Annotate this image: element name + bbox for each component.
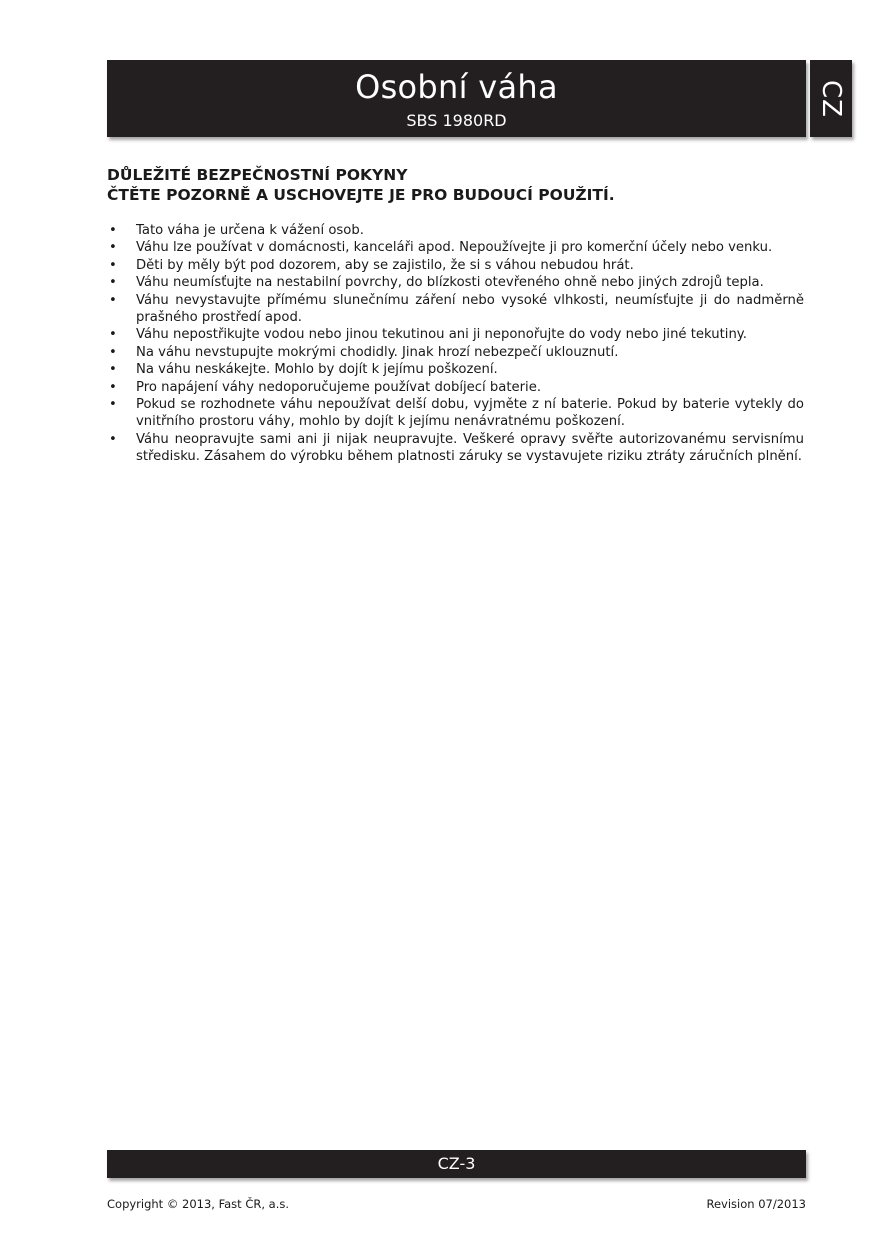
safety-heading (107, 165, 807, 205)
bullet-marker: • (109, 431, 117, 447)
list-item-text: Pokud se rozhodnete váhu nepoužívat delší dobu, vyjměte z ní baterie. Pokud by baterie vytekly do vnitřního prostoru váhy, mohlo by dojít k jejímu nenávratnému poškození. (136, 397, 804, 430)
list-item (107, 292, 804, 327)
safety-instructions-list (107, 222, 804, 466)
list-item-text: Tato váha je určena k vážení osob. (136, 223, 364, 238)
language-tab-label: CZ (816, 79, 846, 118)
page-number: CZ-3 (437, 1154, 476, 1173)
list-item (107, 239, 804, 256)
list-item (107, 326, 804, 343)
bullet-marker: • (109, 240, 117, 256)
list-item-text: Váhu nevystavujte přímému slunečnímu záření nebo vysoké vlhkosti, neumísťujte ji do nadměrně prašného prostředí apod. (136, 292, 804, 326)
list-item (107, 396, 804, 431)
list-item (107, 257, 804, 274)
revision-label: Revision 07/2013 (706, 1197, 806, 1211)
list-item (107, 379, 804, 396)
copyright-notice: Copyright © 2013, Fast ČR, a.s. (107, 1197, 290, 1211)
header-bar (107, 60, 806, 137)
footer-bar (107, 1150, 806, 1178)
list-item (107, 222, 804, 239)
list-item-text: Děti by měly být pod dozorem, aby se zajistilo, že si s váhou nebudou hrát. (136, 257, 634, 273)
safety-heading-line1: DŮLEŽITÉ BEZPEČNOSTNÍ POKYNY (107, 166, 408, 184)
bullet-marker: • (109, 397, 117, 413)
list-item-text: Váhu lze používat v domácnosti, kanceláři apod. Nepoužívejte ji pro komerční účely nebo venku. (136, 240, 773, 256)
bullet-marker: • (109, 362, 117, 378)
list-item-text: Na váhu nevstupujte mokrými chodidly. Jinak hrozí nebezpečí uklouznutí. (136, 344, 619, 360)
list-item-text: Váhu nepostřikujte vodou nebo jinou tekutinou ani ji neponořujte do vody nebo jiné tekutiny. (136, 327, 747, 343)
bullet-marker: • (109, 327, 117, 343)
bullet-marker: • (109, 223, 117, 238)
list-item-text: Na váhu neskákejte. Mohlo by dojít k jejímu poškození. (136, 362, 498, 378)
bullet-marker: • (109, 292, 117, 308)
page-title: Osobní váha (355, 68, 558, 106)
list-item (107, 361, 804, 378)
list-item-text: Váhu neumísťujte na nestabilní povrchy, do blízkosti otevřeného ohně nebo jiných zdrojů tepla. (136, 275, 764, 291)
list-item-text: Pro napájení váhy nedoporučujeme používat dobíjecí baterie. (136, 379, 542, 395)
safety-heading-line2: ČTĚTE POZORNĚ A USCHOVEJTE JE PRO BUDOUCÍ POUŽITÍ. (107, 186, 615, 204)
bullet-marker: • (109, 257, 117, 273)
model-number: SBS 1980RD (406, 111, 507, 130)
bullet-marker: • (109, 379, 117, 395)
language-tab (810, 60, 852, 137)
bullet-marker: • (109, 344, 117, 360)
list-item (107, 344, 804, 361)
list-item (107, 274, 804, 291)
bullet-marker: • (109, 275, 117, 291)
list-item (107, 431, 804, 466)
list-item-text: Váhu neopravujte sami ani ji nijak neupravujte. Veškeré opravy svěřte autorizovanému servisnímu středisku. Zásahem do výrobku během platnosti záruky se vystavujete riziku ztráty záručních plnění. (136, 431, 804, 465)
